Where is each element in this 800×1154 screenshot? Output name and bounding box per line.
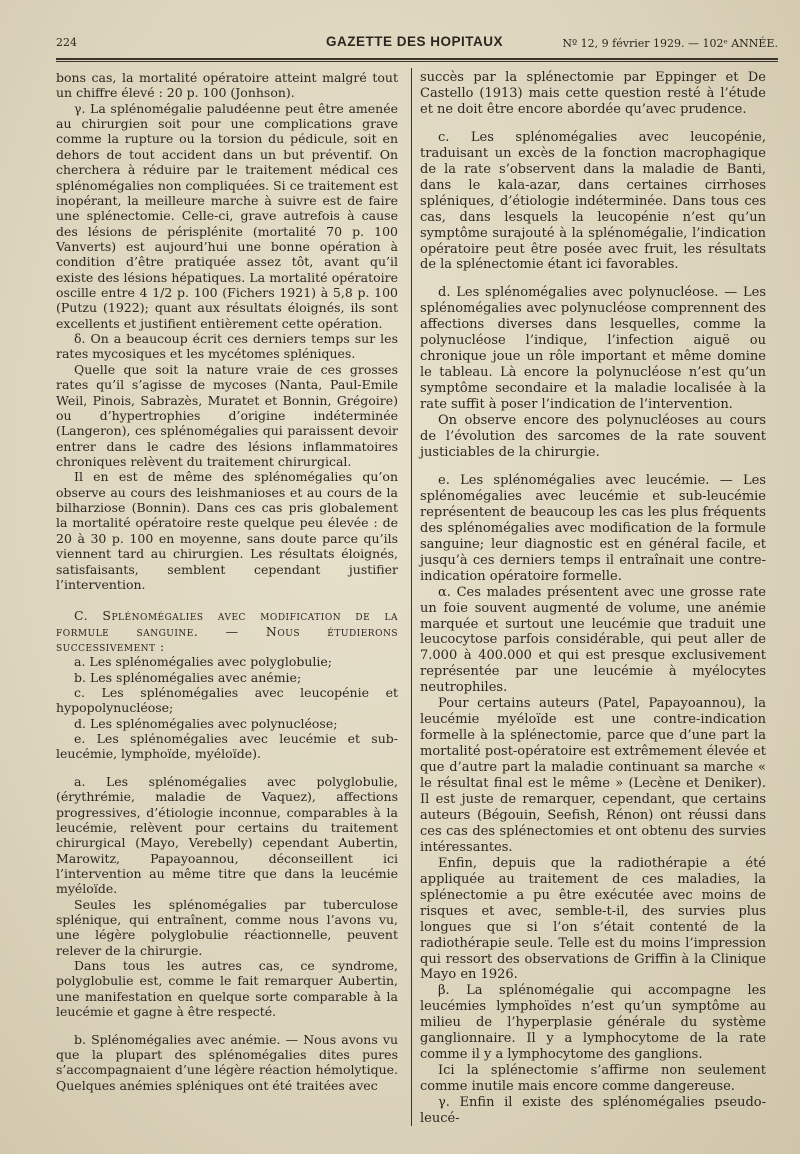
paragraph: d. Les splénomégalies avec polynucléose. — Les splénomégalies avec polynucléose comprennent des affections diverses dans lesquelles, comme la polynucléose l’indique, l’infection aiguë ou chronique joue un rôle important et même domine le tableau. Là encore la polynucléose n’est qu’un symptôme secondaire et la maladie localisée à la rate suffit à poser l’indication de l’intervention.: [420, 285, 766, 413]
list-item: e. Les splénomégalies avec leucémie et sub-leucémie, lymphoïde, myéloïde).: [56, 731, 398, 762]
paragraph: β. La splénomégalie qui accompagne les leucémies lymphoïdes n’est qu’un symptôme au milieu de l’hyperplasie générale du système ganglionnaire. Il y a lymphocytome de la rate comme il y a lymphocytome des ganglions.: [420, 983, 766, 1063]
paragraph: Il en est de même des splénomégalies qu’on observe au cours des leishmanioses et au cours de la bilharziose (Bonnin). Dans ces cas pris globalement la mortalité opératoire reste quelque peu élevée : de 20 à 30 p. 100 en moyenne, sans doute parce qu’ils viennent tard au chirurgien. Les résultats éloignés, satisfaisants, semblent cependant justifier l’intervention.: [56, 469, 398, 592]
left-column: [56, 70, 398, 1093]
paragraph: On observe encore des polynucléoses au cours de l’évolution des sarcomes de la rate souvent justiciables de la chirurgie.: [420, 413, 766, 460]
paragraph: Pour certains auteurs (Patel, Papayoannou), la leucémie myéloïde est une contre-indication formelle à la splénectomie, parce que d’une part la mortalité post-opératoire est extrêmement élevée et que d’autre part la maladie continuant sa marche « le résultat final est le même » (Lecène et Deniker). Il est juste de remarquer, cependant, que certains auteurs (Bégouin, Seefish, Rénon) ont réussi dans ces cas des splénectomies et ont obtenu des survies intéressantes.: [420, 696, 766, 855]
paragraph: δ. On a beaucoup écrit ces derniers temps sur les rates mycosiques et les mycétomes spléniques.: [56, 331, 398, 362]
paragraph: Enfin, depuis que la radiothérapie a été appliquée au traitement de ces maladies, la splénectomie a pu être exécutée avec moins de risques et avec, semble-t-il, des survies plus longues que si l’on s’était contenté de la radiothérapie seule. Telle est du moins l’impression qui ressort des observations de Griffin à la Clinique Mayo en 1926.: [420, 855, 766, 983]
paragraph: e. Les splénomégalies avec leucémie. — Les splénomégalies avec leucémie et sub-leucémie représentent de beaucoup les cas les plus fréquents des splénomégalies avec modification de la formule sanguine; leur diagnostic est en général facile, et jusqu’à ces derniers temps il entraînait une contre-indication opératoire formelle.: [420, 472, 766, 584]
paragraph: b. Splénomégalies avec anémie. — Nous avons vu que la plupart des splénomégalies dites pures s’accompagnaient d’une légère réaction hémolytique. Quelques anémies spléniques ont été traitées avec: [56, 1031, 398, 1093]
column-divider: [411, 68, 412, 1126]
paragraph: a. Les splénomégalies avec polyglobulie, (érythrémie, maladie de Vaquez), affections progressives, d’étiologie inconnue, comparables à la leucémie, relèvent pour certains du traitement chirurgical (Mayo, Verebelly) cependant Aubertin, Marowitz, Papayoannou, déconseillent ici l’intervention au même titre que dans la leucémie myéloïde.: [56, 773, 398, 897]
paragraph: bons cas, la mortalité opératoire atteint malgré tout un chiffre élevé : 20 p. 100 (Jonhson).: [56, 70, 398, 101]
paragraph: succès par la splénectomie par Eppinger et De Castello (1913) mais cette question resté à l’étude et ne doit être encore abordée qu’avec prudence.: [420, 70, 766, 117]
right-column: [420, 70, 766, 1127]
paragraph: Dans tous les autres cas, ce syndrome, polyglobulie est, comme le fait remarquer Aubertin, une manifestation en quelque sorte comparable à la leucémie et gagne à être respecté.: [56, 958, 398, 1020]
page-header: [56, 36, 778, 58]
issue-info: Nº 12, 9 février 1929. — 102ᵉ ANNÉE.: [562, 37, 778, 50]
journal-title: GAZETTE DES HOPITAUX: [326, 34, 504, 49]
list-item: d. Les splénomégalies avec polynucléose;: [74, 715, 338, 731]
paragraph: γ. Enfin il existe des splénomégalies pseudo-leucé-: [420, 1095, 766, 1127]
paragraph: γ. La splénomégalie paludéenne peut être amenée au chirurgien soit pour une complications grave comme la rupture ou la torsion du pédicule, soit en dehors de tout accident dans un but préventif. On cherchera à réduire par le traitement médical ces splénomégalies non compliquées. Si ce traitement est inopérant, la meilleure marche à suivre est de faire une splénectomie. Celle-ci, grave autrefois à cause des lésions de périsplénite (mortalité 70 p. 100 Vanverts) est aujourd’hui une bonne opération à condition d’être pratiquée assez tôt, avant qu’il existe des lésions hépatiques. La mortalité opératoire oscille entre 4 1/2 p. 100 (Fichers 1921) à 5,8 p. 100 (Putzu (1922); quant aux résultats éloignés, ils sont excellents et justifient entièrement cette opération.: [56, 100, 398, 331]
paragraph: Quelle que soit la nature vraie de ces grosses rates qu’il s’agisse de mycoses (Nanta, Paul-Emile Weil, Pinois, Sabrazès, Muratet et Bonnin, Grégoire) ou d’hypertrophies d’origine indéterminée (Langeron), ces splénomégalies qui paraissent devoir entrer dans le cadre des lésions inflammatoires chroniques relèvent du traitement chirurgical.: [56, 361, 398, 469]
paragraph: Seules les splénomégalies par tuberculose splénique, qui entraînent, comme nous l’avons vu, une légère polyglobulie réactionnelle, peuvent relever de la chirurgie.: [56, 896, 398, 958]
paragraph: α. Ces malades présentent avec une grosse rate un foie souvent augmenté de volume, une anémie marquée et surtout une leucémie que traduit une leucocytose parfois considérable, qui peut aller de 7.000 à 400.000 et qui est presque exclusivement représentée par une leucémie à myélocytes neutrophiles.: [420, 584, 766, 696]
header-rule-thin: [56, 61, 778, 62]
page-number: 224: [56, 36, 77, 49]
paragraph: c. Les splénomégalies avec leucopénie, traduisant un excès de la fonction macrophagique de la rate s’observent dans la maladie de Banti, dans le kala-azar, dans certaines cirrhoses spléniques, d’étiologie indéterminée. Dans tous ces cas, dans lesquels la leucopénie n’est qu’un symptôme surajouté à la splénomégalie, l’indication opératoire peut être posée avec fruit, les résultats de la splénectomie étant ici favorables.: [420, 129, 766, 273]
header-rule: [56, 58, 778, 60]
section-heading: C. Splénomégalies avec modification de la formule sanguine. — Nous étudierons successivement :: [56, 608, 398, 654]
list-item: c. Les splénomégalies avec leucopénie et hypopolynucléose;: [56, 685, 398, 716]
paragraph: Ici la splénectomie s’affirme non seulement comme inutile mais encore comme dangereuse.: [420, 1063, 766, 1095]
list-item: a. Les splénomégalies avec polyglobulie;: [74, 654, 333, 670]
list-item: b. Les splénomégalies avec anémie;: [74, 669, 302, 685]
